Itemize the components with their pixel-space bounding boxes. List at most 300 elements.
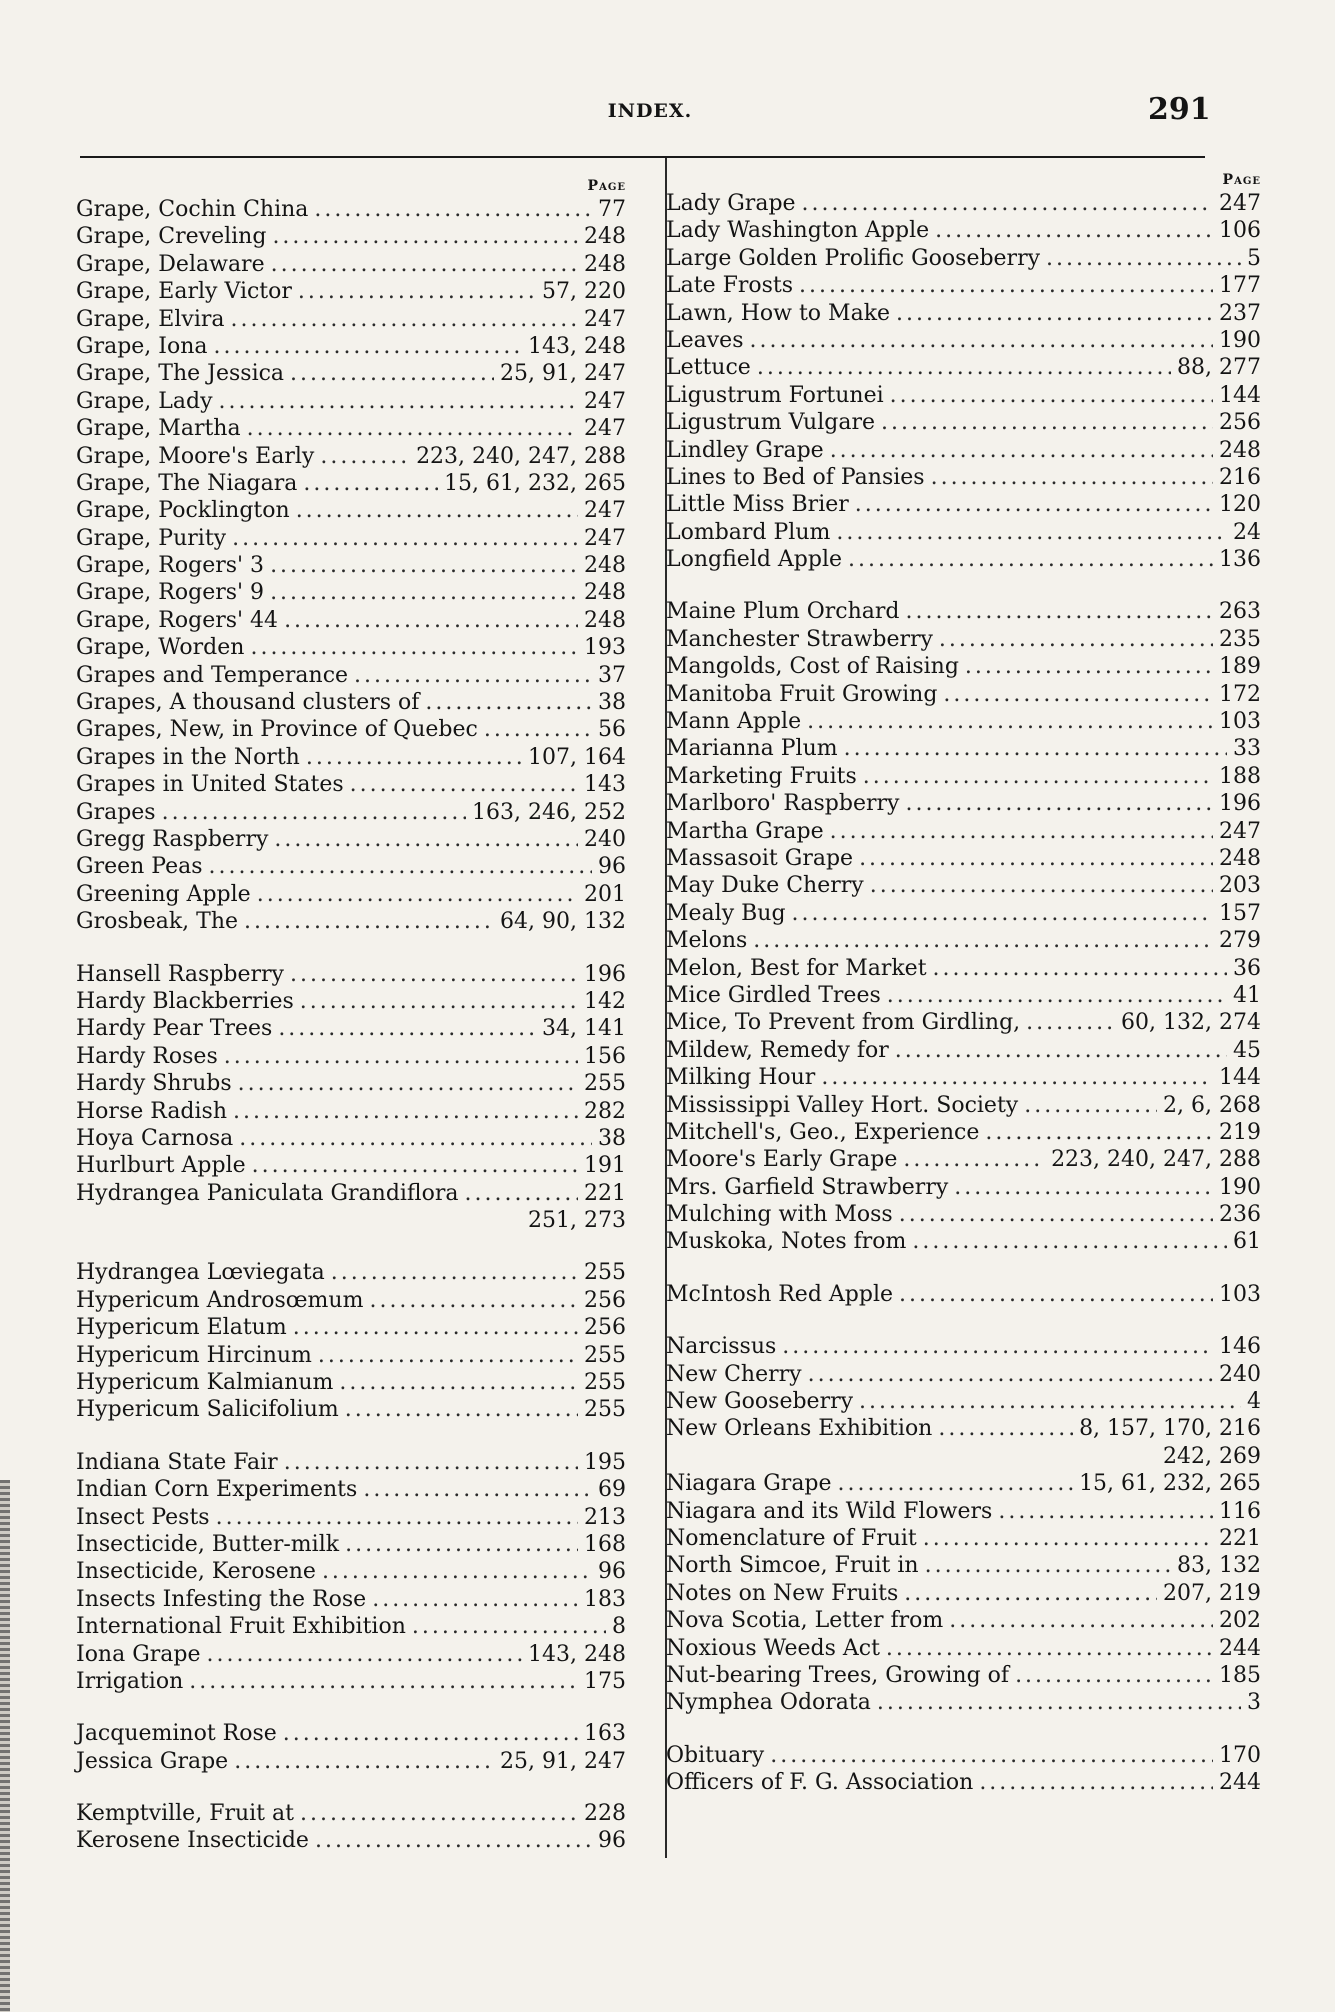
index-entry <box>76 552 626 579</box>
entry-label: Hardy Blackberries <box>76 988 294 1014</box>
entry-pages: 219 <box>1219 1119 1261 1145</box>
entry-pages: 83, 132 <box>1177 1553 1261 1579</box>
dot-leader <box>904 1580 1157 1607</box>
index-entry <box>666 327 1261 354</box>
dot-leader <box>207 1641 523 1668</box>
index-entry <box>666 437 1261 464</box>
dot-leader <box>899 1281 1213 1308</box>
index-entry <box>666 1742 1261 1769</box>
entry-pages: 144 <box>1219 382 1261 408</box>
index-entry <box>666 519 1261 546</box>
index-entry <box>666 1281 1261 1308</box>
entry-pages: 247 <box>1219 818 1261 844</box>
entry-pages: 223, 240, 247, 288 <box>416 443 626 469</box>
entry-label: Grape, The Niagara <box>76 470 298 496</box>
dot-leader <box>284 1449 578 1476</box>
page-number: 291 <box>1148 92 1211 127</box>
dot-leader <box>270 579 578 606</box>
entry-pages: 41 <box>1233 982 1261 1008</box>
entry-label: Grape, Lady <box>76 388 213 414</box>
dot-leader <box>270 552 578 579</box>
index-entry <box>76 1504 626 1531</box>
entry-pages: 146 <box>1219 1334 1261 1360</box>
index-entry <box>666 1146 1261 1173</box>
entry-pages: 247 <box>584 525 626 551</box>
dot-leader <box>219 388 578 415</box>
dot-leader <box>949 1607 1213 1634</box>
dot-leader <box>749 327 1213 354</box>
entry-pages: 247 <box>584 388 626 414</box>
dot-leader <box>870 872 1213 899</box>
entry-label: Hoya Carnosa <box>76 1125 234 1151</box>
dot-leader <box>209 853 592 880</box>
dot-leader <box>214 333 523 360</box>
entry-label: Mealy Bug <box>666 900 786 926</box>
index-entry <box>76 1613 626 1640</box>
entry-pages: 207, 219 <box>1163 1580 1261 1606</box>
dot-leader <box>1046 245 1241 272</box>
entry-label: Mildew, Remedy for <box>666 1037 889 1063</box>
entry-label: Grape, Rogers' 44 <box>76 607 279 633</box>
entry-pages: 175 <box>584 1668 626 1694</box>
index-entry <box>76 1558 626 1585</box>
entry-pages: 248 <box>584 553 626 579</box>
entry-label: New Orleans Exhibition <box>666 1416 933 1442</box>
entry-pages: 247 <box>584 498 626 524</box>
index-entry <box>666 1470 1261 1497</box>
dot-leader <box>354 662 592 689</box>
dot-leader <box>782 1333 1213 1360</box>
index-entry <box>666 382 1261 409</box>
index-entry <box>76 1668 626 1695</box>
entry-label: Milking Hour <box>666 1065 816 1091</box>
dot-leader <box>943 681 1213 708</box>
entry-label: Marianna Plum <box>666 736 838 762</box>
dot-leader <box>807 708 1213 735</box>
dot-leader <box>1015 1662 1213 1689</box>
index-entry <box>76 634 626 661</box>
index-entry <box>76 1015 626 1042</box>
entry-pages: 255 <box>584 1397 626 1423</box>
index-entry <box>76 306 626 333</box>
index-entry <box>76 826 626 853</box>
dot-leader <box>231 306 579 333</box>
index-entry <box>666 1552 1261 1579</box>
dot-leader <box>890 382 1213 409</box>
index-entry <box>666 790 1261 817</box>
entry-label: Hydrangea Lœviegata <box>76 1260 325 1286</box>
entry-label: Narcissus <box>666 1334 777 1360</box>
dot-leader <box>290 961 578 988</box>
entry-pages: 2, 6, 268 <box>1163 1092 1261 1118</box>
index-entry <box>666 354 1261 381</box>
entry-pages: 213 <box>584 1504 626 1530</box>
entry-label: Greening Apple <box>76 881 251 907</box>
entry-pages: 38 <box>598 1125 626 1151</box>
entry-pages: 77 <box>598 197 626 222</box>
entry-label: Noxious Weeds Act <box>666 1635 880 1661</box>
dot-leader <box>821 1064 1213 1091</box>
entry-pages: 96 <box>598 1828 626 1854</box>
index-entry <box>666 681 1261 708</box>
index-entry <box>666 845 1261 872</box>
entry-pages: 37 <box>598 662 626 688</box>
left-index-column <box>76 176 626 1855</box>
dot-leader <box>484 716 592 743</box>
entry-label: Hypericum Kalmianum <box>76 1370 334 1396</box>
entry-label: Maine Plum Orchard <box>666 599 900 625</box>
header-rule <box>80 156 1205 158</box>
entry-label: Grape, Creveling <box>76 224 267 250</box>
index-entry <box>76 881 626 908</box>
dot-leader <box>369 1287 578 1314</box>
entry-label: Nymphea Odorata <box>666 1690 871 1716</box>
index-entry <box>666 1119 1261 1146</box>
entry-pages: 143, 248 <box>528 333 626 359</box>
dot-leader <box>232 525 578 552</box>
entry-label: Manchester Strawberry <box>666 626 933 652</box>
entry-label: North Simcoe, Fruit in <box>666 1553 919 1579</box>
index-entry <box>666 1388 1261 1415</box>
entry-label: Hypericum Salicifolium <box>76 1397 339 1423</box>
dot-leader <box>899 1201 1213 1228</box>
index-entry <box>76 1259 626 1286</box>
entry-label: Massasoit Grape <box>666 845 854 871</box>
index-entry <box>76 1125 626 1152</box>
entry-label: Grape, Iona <box>76 333 208 359</box>
index-entry <box>666 1415 1261 1442</box>
entry-pages: 25, 91, 247 <box>500 361 626 387</box>
entry-pages: 3 <box>1247 1690 1261 1716</box>
index-entry <box>76 662 626 689</box>
dot-leader <box>933 955 1227 982</box>
dot-leader <box>257 881 578 908</box>
entry-label: Grapes, New, in Province of Quebec <box>76 717 478 743</box>
entry-label: Lawn, How to Make <box>666 300 891 326</box>
index-entry <box>76 799 626 826</box>
entry-pages: 221 <box>1219 1525 1261 1551</box>
index-entry <box>76 443 626 470</box>
entry-pages: 228 <box>584 1801 626 1827</box>
dot-leader <box>274 826 578 853</box>
entry-label: International Fruit Exhibition <box>76 1614 406 1640</box>
entry-label: Grapes, A thousand clusters of <box>76 690 420 716</box>
entry-label: Lindley Grape <box>666 437 824 463</box>
entry-pages: 247 <box>584 416 626 442</box>
dot-leader <box>318 1342 578 1369</box>
entry-label: Martha Grape <box>666 818 824 844</box>
dot-leader <box>848 546 1213 573</box>
entry-pages: 201 <box>584 881 626 907</box>
right-index-column <box>666 170 1261 1796</box>
dot-leader <box>278 1015 536 1042</box>
index-entry <box>666 1009 1261 1036</box>
entry-label: Grape, Early Victor <box>76 279 292 305</box>
entry-list <box>666 190 1261 1796</box>
entry-pages: 4 <box>1247 1389 1261 1415</box>
entry-label: Muskoka, Notes from <box>666 1229 907 1255</box>
entry-pages: 202 <box>1219 1608 1261 1634</box>
entry-pages: 34, 141 <box>542 1016 626 1042</box>
index-entry <box>666 1635 1261 1662</box>
dot-leader <box>345 1531 578 1558</box>
dot-leader <box>757 354 1171 381</box>
entry-label: Mice Girdled Trees <box>666 982 881 1008</box>
entry-pages: 263 <box>1219 599 1261 625</box>
entry-label: Mice, To Prevent from Girdling, <box>666 1010 1021 1036</box>
entry-pages: 235 <box>1219 626 1261 652</box>
entry-label: Grapes <box>76 799 156 825</box>
dot-leader <box>905 598 1213 625</box>
dot-leader <box>998 1498 1213 1525</box>
entry-label: Hydrangea Paniculata Grandiflora <box>76 1180 459 1206</box>
dot-leader <box>303 470 438 497</box>
entry-label: Leaves <box>666 327 744 353</box>
entry-label: Insecticide, Butter-milk <box>76 1531 340 1557</box>
entry-label: Officers of F. G. Association <box>666 1770 974 1796</box>
index-entry <box>666 927 1261 954</box>
index-entry <box>76 1070 626 1097</box>
dot-leader <box>322 1558 592 1585</box>
dot-leader <box>792 900 1213 927</box>
index-entry <box>666 1228 1261 1255</box>
dot-leader <box>465 1180 579 1207</box>
entry-pages: 168 <box>584 1531 626 1557</box>
entry-pages: 107, 164 <box>528 744 626 770</box>
entry-label: Hardy Roses <box>76 1043 218 1069</box>
entry-pages: 191 <box>584 1153 626 1179</box>
dot-leader <box>296 497 578 524</box>
entry-pages: 156 <box>584 1043 626 1069</box>
dot-leader <box>863 763 1213 790</box>
index-entry <box>76 388 626 415</box>
index-entry <box>666 1689 1261 1716</box>
entry-pages: 188 <box>1219 763 1261 789</box>
index-entry <box>76 579 626 606</box>
dot-leader <box>954 1174 1213 1201</box>
entry-pages: 88, 277 <box>1177 355 1261 381</box>
column-heading: Page <box>1222 172 1261 188</box>
entry-pages: 248 <box>584 224 626 250</box>
index-entry <box>666 1333 1261 1360</box>
entry-label: Manitoba Fruit Growing <box>666 681 938 707</box>
entry-pages: 256 <box>1219 410 1261 436</box>
index-entry <box>666 491 1261 518</box>
dot-leader <box>939 626 1213 653</box>
entry-label: Grapes and Temperance <box>76 662 349 688</box>
dot-leader <box>979 1769 1213 1796</box>
entry-pages: 244 <box>1219 1635 1261 1661</box>
dot-leader <box>887 982 1227 1009</box>
dot-leader <box>331 1259 578 1286</box>
dot-leader <box>985 1119 1213 1146</box>
entry-pages: 163, 246, 252 <box>472 799 626 825</box>
entry-label: Grape, Purity <box>76 525 227 551</box>
index-entry <box>666 409 1261 436</box>
entry-pages: 142 <box>584 988 626 1014</box>
index-entry <box>76 497 626 524</box>
entry-pages: 136 <box>1219 547 1261 573</box>
entry-pages: 193 <box>584 635 626 661</box>
dot-leader <box>250 634 578 661</box>
entry-label: Niagara and its Wild Flowers <box>666 1498 993 1524</box>
entry-label: Mangolds, Cost of Raising <box>666 654 959 680</box>
entry-pages: 248 <box>584 607 626 633</box>
index-entry <box>76 1152 626 1179</box>
entry-pages: 221 <box>584 1180 626 1206</box>
dot-leader <box>293 1314 578 1341</box>
entry-label: Grape, Rogers' 3 <box>76 553 265 579</box>
dot-leader <box>271 251 578 278</box>
index-entry <box>666 1201 1261 1228</box>
index-entry <box>76 1098 626 1125</box>
entry-list <box>76 196 626 1855</box>
entry-label: Hansell Raspberry <box>76 961 284 987</box>
dot-leader <box>877 1689 1241 1716</box>
dot-leader <box>965 653 1213 680</box>
dot-leader <box>244 908 494 935</box>
dot-leader <box>838 1470 1074 1497</box>
entry-pages: 236 <box>1219 1202 1261 1228</box>
entry-label: Iona Grape <box>76 1641 201 1667</box>
entry-label: Hypericum Androsœmum <box>76 1287 364 1313</box>
dot-leader <box>189 1668 578 1695</box>
dot-leader <box>345 1396 578 1423</box>
entry-pages: 56 <box>598 717 626 743</box>
entry-pages: 25, 91, 247 <box>500 1748 626 1774</box>
entry-label: Moore's Early Grape <box>666 1147 898 1173</box>
dot-leader <box>931 464 1213 491</box>
column-heading: Page <box>587 178 626 194</box>
dot-leader <box>886 1635 1213 1662</box>
index-entry <box>76 961 626 988</box>
entry-label: Longfield Apple <box>666 547 843 573</box>
entry-label: Mulching with Moss <box>666 1202 893 1228</box>
dot-leader <box>162 799 466 826</box>
entry-label: Grape, Delaware <box>76 251 265 277</box>
entry-label: Gregg Raspberry <box>76 826 269 852</box>
entry-pages: 247 <box>1219 191 1261 216</box>
entry-pages: 216 <box>1219 464 1261 490</box>
dot-leader <box>306 744 522 771</box>
entry-pages: 185 <box>1219 1662 1261 1688</box>
index-entry <box>76 1720 626 1747</box>
index-entry <box>76 1827 626 1854</box>
index-entry <box>76 1396 626 1423</box>
entry-label: Mitchell's, Geo., Experience <box>666 1119 980 1145</box>
index-entry <box>76 1369 626 1396</box>
entry-label: New Gooseberry <box>666 1389 854 1415</box>
entry-label: Melon, Best for Market <box>666 955 927 981</box>
dot-leader <box>372 1586 578 1613</box>
index-entry <box>76 360 626 387</box>
index-entry <box>76 196 626 223</box>
entry-pages: 120 <box>1219 492 1261 518</box>
index-entry <box>666 1607 1261 1634</box>
entry-pages: 103 <box>1219 709 1261 735</box>
dot-leader <box>830 818 1213 845</box>
index-entry <box>666 272 1261 299</box>
dot-leader <box>938 1415 1073 1442</box>
index-entry <box>666 872 1261 899</box>
dot-leader <box>252 1152 578 1179</box>
index-entry <box>666 1174 1261 1201</box>
entry-label: Marlboro' Raspberry <box>666 791 900 817</box>
dot-leader <box>234 1748 494 1775</box>
index-entry <box>666 1525 1261 1552</box>
entry-pages: 38 <box>598 690 626 716</box>
index-entry <box>666 1361 1261 1388</box>
entry-pages: 248 <box>1219 845 1261 871</box>
entry-label: Nova Scotia, Letter from <box>666 1608 944 1634</box>
dot-leader <box>290 360 494 387</box>
entry-pages: 8, 157, 170, 216 <box>1079 1416 1261 1442</box>
index-entry <box>76 689 626 716</box>
dot-leader <box>315 1827 592 1854</box>
entry-label: Lady Washington Apple <box>666 218 930 244</box>
index-entry <box>666 1769 1261 1796</box>
entry-pages: 96 <box>598 1559 626 1585</box>
index-entry <box>76 607 626 634</box>
dot-leader <box>300 988 578 1015</box>
entry-label: Nomenclature of Fruit <box>666 1525 917 1551</box>
index-entry <box>666 1092 1261 1119</box>
entry-label: Grosbeak, The <box>76 909 239 935</box>
binding-shadow <box>0 1480 10 2012</box>
index-entry <box>76 988 626 1015</box>
index-entry <box>76 1314 626 1341</box>
entry-label: Melons <box>666 928 748 954</box>
index-entry <box>666 955 1261 982</box>
dot-leader <box>859 845 1213 872</box>
entry-pages-continuation: 242, 269 <box>1163 1443 1261 1469</box>
dot-leader <box>802 190 1213 217</box>
entry-label: Jacqueminot Rose <box>76 1721 277 1747</box>
entry-label: Hypericum Elatum <box>76 1315 287 1341</box>
entry-label: Hardy Shrubs <box>76 1071 232 1097</box>
entry-label: Indian Corn Experiments <box>76 1477 358 1503</box>
entry-pages: 196 <box>584 961 626 987</box>
entry-pages: 96 <box>598 854 626 880</box>
entry-label: Indiana State Fair <box>76 1449 278 1475</box>
entry-pages: 256 <box>584 1315 626 1341</box>
dot-leader <box>425 689 592 716</box>
index-entry <box>76 1800 626 1827</box>
index-entry <box>76 853 626 880</box>
entry-label: Hurlburt Apple <box>76 1153 246 1179</box>
entry-label: Grape, Moore's Early <box>76 443 315 469</box>
index-entry <box>76 223 626 250</box>
entry-label: Grape, Cochin China <box>76 197 309 222</box>
entry-label: Mann Apple <box>666 709 802 735</box>
entry-pages: 255 <box>584 1260 626 1286</box>
dot-leader <box>935 217 1213 244</box>
dot-leader <box>844 735 1227 762</box>
entry-pages: 237 <box>1219 300 1261 326</box>
entry-label: Horse Radish <box>76 1098 228 1124</box>
index-entry <box>666 1580 1261 1607</box>
dot-leader <box>350 771 578 798</box>
entry-pages: 45 <box>1233 1037 1261 1063</box>
entry-pages: 190 <box>1219 327 1261 353</box>
entry-label: Hardy Pear Trees <box>76 1016 273 1042</box>
entry-label: Niagara Grape <box>666 1471 832 1497</box>
index-entry <box>666 982 1261 1009</box>
entry-pages: 189 <box>1219 654 1261 680</box>
entry-label: Grape, Pocklington <box>76 498 290 524</box>
entry-pages: 177 <box>1219 273 1261 299</box>
index-entry <box>666 653 1261 680</box>
